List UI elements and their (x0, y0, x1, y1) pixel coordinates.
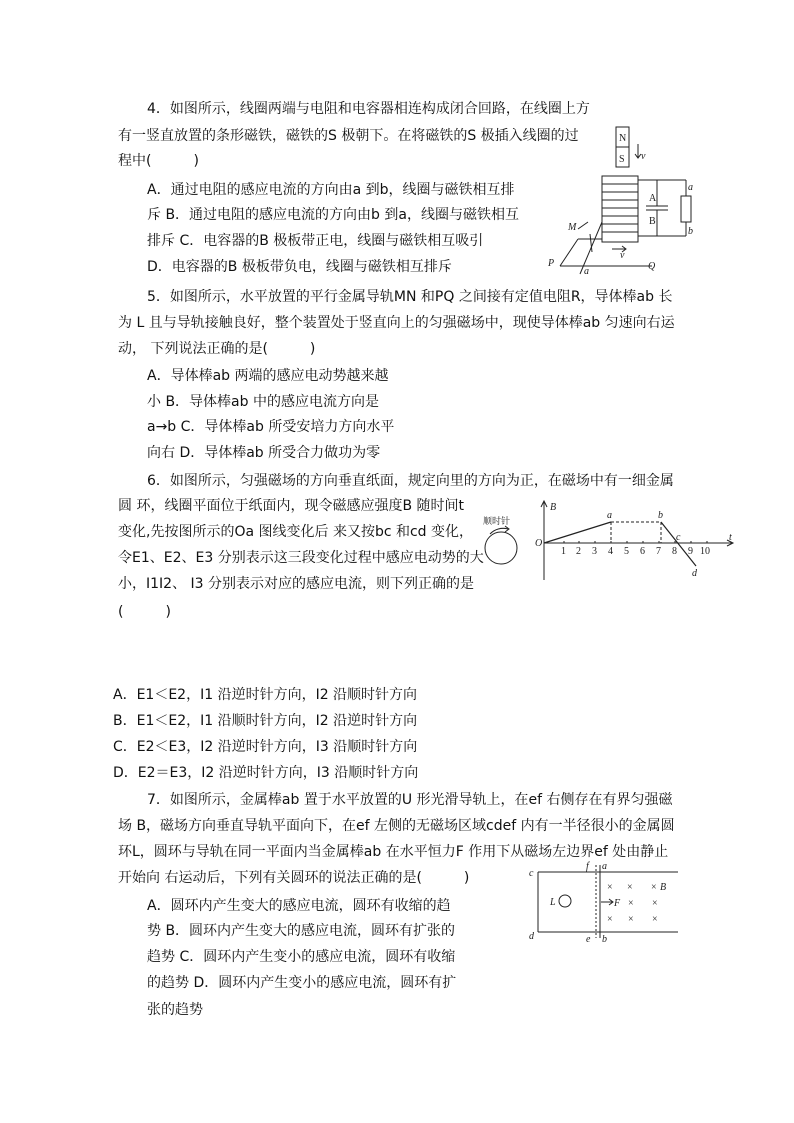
field-b-label: B (660, 882, 667, 893)
field-cross-icon: × (628, 914, 634, 925)
q7-line-2: 场 B，磁场方向垂直导轨平面向下，在ef 左侧的无磁场区域cdef 内有一半径很小的金属圆 (118, 818, 675, 834)
resistor-end-b-label: b (688, 226, 693, 237)
magnet-velocity-label: v (641, 151, 646, 162)
rail-p-label: P (548, 258, 555, 269)
q5-line-2: 为 L 且与导轨接触良好，整个装置处于竖直向上的匀强磁场中，现使导体棒ab 匀速向右运 (118, 315, 675, 331)
rail-velocity-label: v (620, 250, 625, 261)
corner-c-label: c (529, 868, 534, 879)
point-c-label: c (676, 532, 681, 543)
q5-option-d: 向右 D．导体棒ab 所受合力做功为零 (147, 445, 381, 461)
q7-line-4: 开始向 右运动后，下列有关圆环的说法正确的是( ) (118, 870, 470, 886)
tick-8: 8 (672, 546, 677, 557)
capacitor-plate-a-label: A (649, 193, 657, 204)
tick-1: 1 (561, 546, 566, 557)
q5-line-3: 动， 下列说法正确的是( ) (118, 341, 316, 357)
q4-option-a: A．通过电阻的感应电流的方向由a 到b，线圈与磁铁相互排 (147, 182, 515, 198)
rod-b-label: b (602, 934, 607, 944)
q7-option-d-cont: 张的趋势 (147, 1002, 203, 1018)
q6-line-1: 6．如图所示，匀强磁场的方向垂直纸面，规定向里的方向为正，在磁场中有一细金属 (147, 473, 674, 489)
q6-ring-graph-figure (478, 496, 740, 582)
field-cross-icon: × (607, 882, 613, 893)
q7-option-a: A．圆环内产生变大的感应电流，圆环有收缩的趋 (147, 898, 451, 914)
field-cross-icon: × (651, 882, 657, 893)
q6-line-2: 圆 环，线圈平面位于纸面内，现令磁感应强度B 随时间t (118, 498, 464, 514)
tick-9: 9 (688, 546, 693, 557)
q7-option-c: 趋势 C．圆环内产生变小的感应电流，圆环有收缩 (147, 949, 456, 965)
q6-option-d: D．E2＝E3，I2 沿逆时针方向，I3 沿顺时针方向 (113, 765, 419, 781)
point-a-label: a (607, 510, 612, 521)
q5-line-1: 5．如图所示，水平放置的平行金属导轨MN 和PQ 之间接有定值电阻R，导体棒ab 长 (147, 289, 673, 305)
tick-10: 10 (700, 546, 710, 557)
q6-option-b: B．E1＜E2，I1 沿顺时针方向，I2 沿逆时针方向 (113, 713, 418, 729)
t-axis-label: t (729, 532, 732, 543)
q5-option-a: A．导体棒ab 两端的感应电动势越来越 (147, 368, 389, 384)
force-f-label: F (614, 898, 621, 909)
q7-option-b: 势 B．圆环内产生变大的感应电流，圆环有扩张的 (147, 923, 456, 939)
tick-5: 5 (624, 546, 629, 557)
q7-rail-field-figure (524, 860, 684, 944)
tick-2: 2 (576, 546, 581, 557)
q7-option-d: 的趋势 D．圆环内产生变小的感应电流，圆环有扩 (147, 975, 457, 991)
resistor-end-a-label: a (688, 182, 693, 193)
q7-line-1: 7．如图所示，金属棒ab 置于水平放置的U 形光滑导轨上，在ef 右侧存在有界匀强磁 (147, 792, 673, 808)
magnet-south-label: S (619, 154, 625, 165)
point-d-label: d (692, 568, 697, 579)
field-cross-icon: × (607, 914, 613, 925)
q5-option-b: 小 B．导体棒ab 中的感应电流方向是 (147, 394, 379, 410)
corner-d-label: d (529, 931, 534, 942)
ring-l-label: L (550, 897, 556, 908)
q7-line-3: 环L，圆环与导轨在同一平面内当金属棒ab 在水平恒力F 作用下从磁场左边界ef 处由静止 (118, 844, 669, 860)
field-cross-icon: × (652, 898, 658, 909)
tick-6: 6 (640, 546, 645, 557)
magnet-north-label: N (619, 133, 627, 144)
q4-line-3: 程中( ) (118, 153, 199, 169)
q6-option-c: C．E2＜E3，I2 沿逆时针方向，I3 沿顺时针方向 (113, 739, 418, 755)
q4-line-1: 4．如图所示，线圈两端与电阻和电容器相连构成闭合回路，在线圈上方 (147, 101, 590, 117)
field-cross-icon: × (652, 914, 658, 925)
origin-label: O (535, 538, 543, 549)
clockwise-label: 顺时针 (483, 516, 511, 526)
field-cross-icon: × (628, 898, 634, 909)
boundary-e-label: e (586, 934, 591, 944)
b-axis-label: B (550, 502, 557, 513)
q6-line-3: 变化,先按图所示的Oa 图线变化后 来又按bc 和cd 变化， (118, 524, 474, 540)
field-cross-icon: × (627, 882, 633, 893)
q4-coil-magnet-figure (540, 124, 720, 276)
point-b-label: b (658, 510, 663, 521)
capacitor-plate-b-label: B (649, 216, 656, 227)
q5-option-c: a→b C．导体棒ab 所受安培力方向水平 (147, 419, 395, 435)
q6-line-6: ( ) (118, 604, 171, 620)
q4-line-2: 有一竖直放置的条形磁铁，磁铁的S 极朝下。在将磁铁的S 极插入线圈的过 (118, 128, 579, 144)
q6-option-a: A．E1＜E2，I1 沿逆时针方向，I2 沿顺时针方向 (113, 687, 418, 703)
boundary-f-label: f (586, 861, 589, 872)
tick-3: 3 (592, 546, 597, 557)
q6-line-5: 小，I1I2、 I3 分别表示对应的感应电流，则下列正确的是 (118, 576, 475, 592)
tick-4: 4 (608, 546, 613, 557)
rail-m-label: M (568, 222, 577, 233)
q4-option-c: 排斥 C．电容器的B 极板带正电，线圈与磁铁相互吸引 (147, 233, 484, 249)
tick-7: 7 (656, 546, 661, 557)
q6-line-4: 令E1、E2、E3 分别表示这三段变化过程中感应电动势的大 (118, 550, 484, 566)
rail-q-label: Q (648, 261, 656, 272)
q4-option-b: 斥 B．通过电阻的感应电流的方向由b 到a，线圈与磁铁相互 (147, 207, 519, 223)
rod-a-label: a (602, 861, 607, 872)
q4-option-d: D．电容器的B 极板带负电，线圈与磁铁相互排斥 (147, 259, 452, 275)
rod-a-label: a (584, 266, 589, 276)
